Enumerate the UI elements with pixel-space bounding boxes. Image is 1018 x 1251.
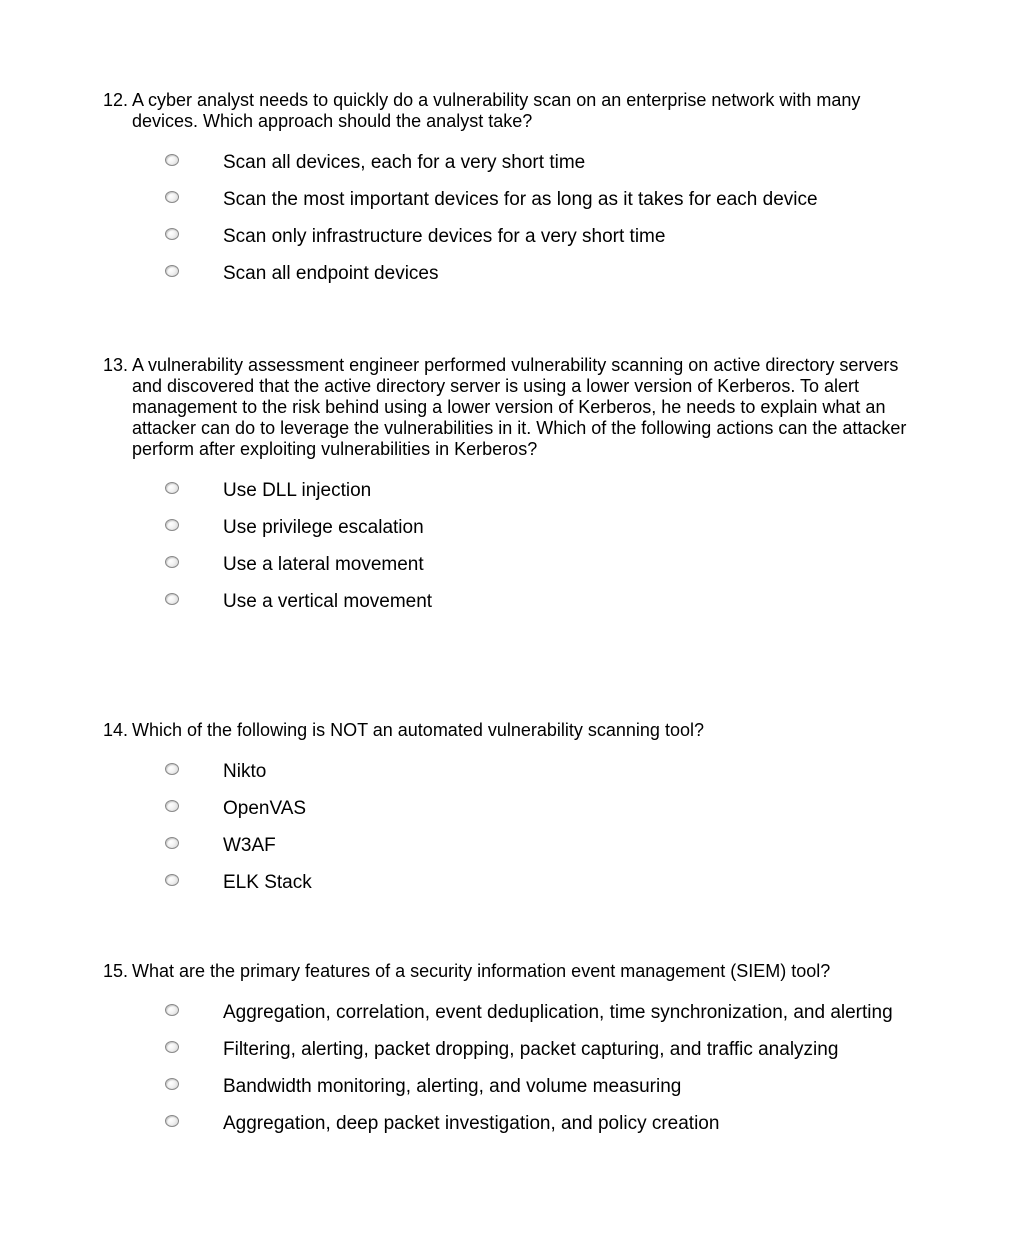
radio-button-icon[interactable] bbox=[165, 191, 179, 203]
radio-button-icon[interactable] bbox=[165, 482, 179, 494]
question-text: A cyber analyst needs to quickly do a vulnerability scan on an enterprise network with many devices. Which approach should the analyst take? bbox=[132, 90, 861, 131]
option-label: Aggregation, deep packet investigation, and policy creation bbox=[223, 1113, 720, 1134]
option-label: W3AF bbox=[223, 835, 276, 856]
option-label: Use a lateral movement bbox=[223, 554, 424, 575]
option-label: Scan the most important devices for as long as it takes for each device bbox=[223, 189, 818, 210]
radio-button-icon[interactable] bbox=[165, 837, 179, 849]
answer-options bbox=[103, 761, 983, 909]
radio-button-icon[interactable] bbox=[165, 874, 179, 886]
option-12-b[interactable] bbox=[165, 189, 983, 226]
question-stem bbox=[103, 355, 983, 460]
radio-button-icon[interactable] bbox=[165, 1078, 179, 1090]
question-text: What are the primary features of a security information event management (SIEM) tool? bbox=[132, 961, 831, 981]
question-13 bbox=[103, 355, 983, 628]
option-label: Scan all endpoint devices bbox=[223, 263, 439, 284]
option-14-b[interactable] bbox=[165, 798, 983, 835]
option-label: Filtering, alerting, packet dropping, packet capturing, and traffic analyzing bbox=[223, 1039, 839, 1060]
option-label: Aggregation, correlation, event deduplication, time synchronization, and alerting bbox=[223, 1002, 893, 1023]
answer-options bbox=[103, 1002, 983, 1150]
option-15-a[interactable] bbox=[165, 1002, 983, 1039]
option-13-c[interactable] bbox=[165, 554, 983, 591]
question-stem bbox=[103, 961, 983, 982]
question-number: 13. bbox=[103, 355, 129, 375]
radio-button-icon[interactable] bbox=[165, 1041, 179, 1053]
option-14-c[interactable] bbox=[165, 835, 983, 872]
radio-button-icon[interactable] bbox=[165, 1115, 179, 1127]
radio-button-icon[interactable] bbox=[165, 265, 179, 277]
option-label: Use privilege escalation bbox=[223, 517, 424, 538]
answer-options bbox=[103, 152, 983, 300]
option-15-c[interactable] bbox=[165, 1076, 983, 1113]
question-number: 15. bbox=[103, 961, 129, 981]
radio-button-icon[interactable] bbox=[165, 593, 179, 605]
option-label: Scan only infrastructure devices for a very short time bbox=[223, 226, 666, 247]
option-12-c[interactable] bbox=[165, 226, 983, 263]
radio-button-icon[interactable] bbox=[165, 228, 179, 240]
option-label: Nikto bbox=[223, 761, 267, 782]
option-15-b[interactable] bbox=[165, 1039, 983, 1076]
radio-button-icon[interactable] bbox=[165, 519, 179, 531]
option-label: Bandwidth monitoring, alerting, and volume measuring bbox=[223, 1076, 682, 1097]
option-13-b[interactable] bbox=[165, 517, 983, 554]
question-15 bbox=[103, 961, 983, 1150]
question-stem bbox=[103, 90, 983, 132]
question-stem bbox=[103, 720, 983, 741]
option-label: Use a vertical movement bbox=[223, 591, 433, 612]
question-text: A vulnerability assessment engineer performed vulnerability scanning on active directory servers and discovered that the active directory server is using a lower version of Kerberos. To alert management to the risk behind using a lower version of Kerberos, he needs to explain what an attacker can do to leverage the vulnerabilities in it. Which of the following actions can the attacker perform after exploiting vulnerabilities in Kerberos? bbox=[132, 355, 907, 459]
radio-button-icon[interactable] bbox=[165, 154, 179, 166]
question-14 bbox=[103, 720, 983, 909]
option-13-a[interactable] bbox=[165, 480, 983, 517]
answer-options bbox=[103, 480, 983, 628]
radio-button-icon[interactable] bbox=[165, 1004, 179, 1016]
radio-button-icon[interactable] bbox=[165, 800, 179, 812]
option-label: Scan all devices, each for a very short time bbox=[223, 152, 586, 173]
radio-button-icon[interactable] bbox=[165, 763, 179, 775]
question-number: 14. bbox=[103, 720, 129, 740]
option-label: ELK Stack bbox=[223, 872, 312, 893]
option-label: Use DLL injection bbox=[223, 480, 372, 501]
option-label: OpenVAS bbox=[223, 798, 307, 819]
question-number: 12. bbox=[103, 90, 129, 110]
option-13-d[interactable] bbox=[165, 591, 983, 628]
option-14-a[interactable] bbox=[165, 761, 983, 798]
option-14-d[interactable] bbox=[165, 872, 983, 909]
option-12-d[interactable] bbox=[165, 263, 983, 300]
option-15-d[interactable] bbox=[165, 1113, 983, 1150]
radio-button-icon[interactable] bbox=[165, 556, 179, 568]
question-12 bbox=[103, 90, 983, 300]
option-12-a[interactable] bbox=[165, 152, 983, 189]
question-text: Which of the following is NOT an automated vulnerability scanning tool? bbox=[132, 720, 704, 740]
